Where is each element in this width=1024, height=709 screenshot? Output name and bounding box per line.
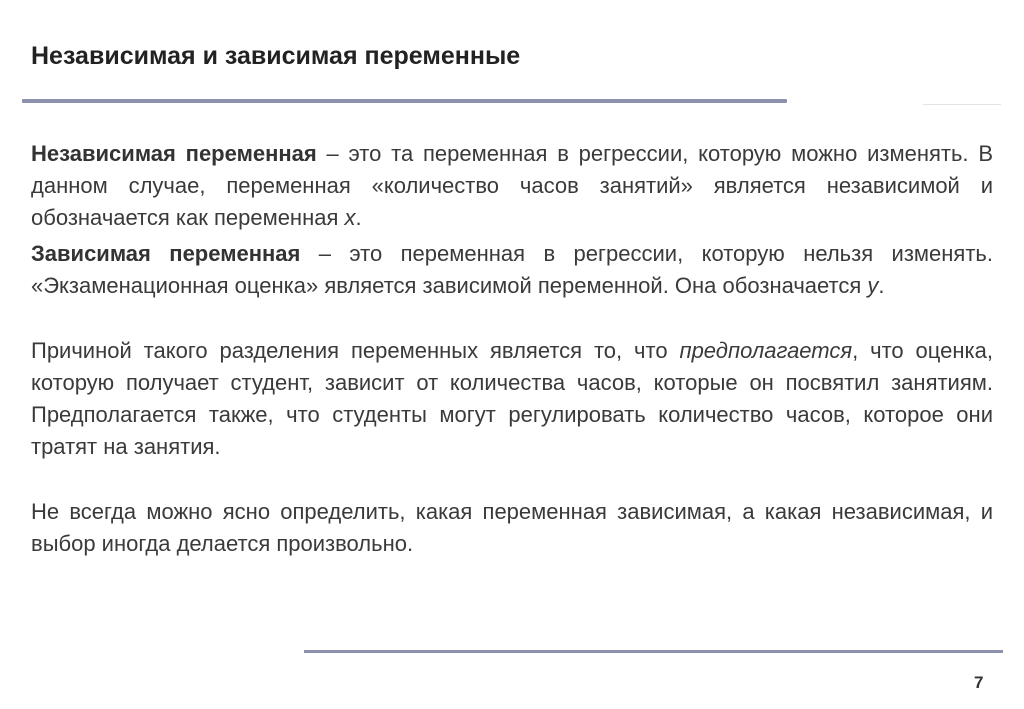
- independent-end-punctuation: .: [355, 205, 362, 230]
- paragraph-reason: [31, 335, 993, 463]
- independent-definition-text: – это та переменная в регрессии, которую можно изменять. В данном случае, переменная «количество часов занятий» является независимой и обозначается как переменная: [31, 141, 994, 230]
- term-independent-variable: Независимая переменная: [31, 141, 317, 166]
- title-underline: [22, 99, 787, 103]
- slide-content: [31, 138, 993, 560]
- paragraph-dependent-variable: [31, 238, 993, 302]
- footer-rule: [304, 650, 1003, 653]
- term-dependent-variable: Зависимая переменная: [31, 241, 301, 266]
- dependent-definition-text: – это переменная в регрессии, которую нельзя изменять. «Экзаменационная оценка» является зависимой переменной. Она обозначается: [31, 241, 993, 298]
- variable-y-symbol: y: [867, 273, 879, 298]
- reason-text-end: , что оценка, которую получает студент, зависит от количества часов, которые он посвятил занятиям. Предполагается также, что студенты могут регулировать количество часов, которое они тратят на занятия.: [31, 338, 993, 459]
- variable-x-symbol: x: [344, 205, 356, 230]
- note-text: Не всегда можно ясно определить, какая переменная зависимая, а какая независимая, и выбор иногда делается произвольно.: [31, 499, 993, 556]
- paragraph-note: [31, 496, 993, 560]
- paragraph-independent-variable: [31, 138, 993, 234]
- slide-title: Независимая и зависимая переменные: [31, 42, 521, 70]
- reason-text-start: Причиной такого разделения переменных является то, что: [31, 338, 680, 363]
- dependent-end-punctuation: .: [878, 273, 885, 298]
- title-underline-faint: [923, 104, 1001, 105]
- reason-emphasis: предполагается: [679, 338, 853, 363]
- page-number: 7: [974, 673, 984, 692]
